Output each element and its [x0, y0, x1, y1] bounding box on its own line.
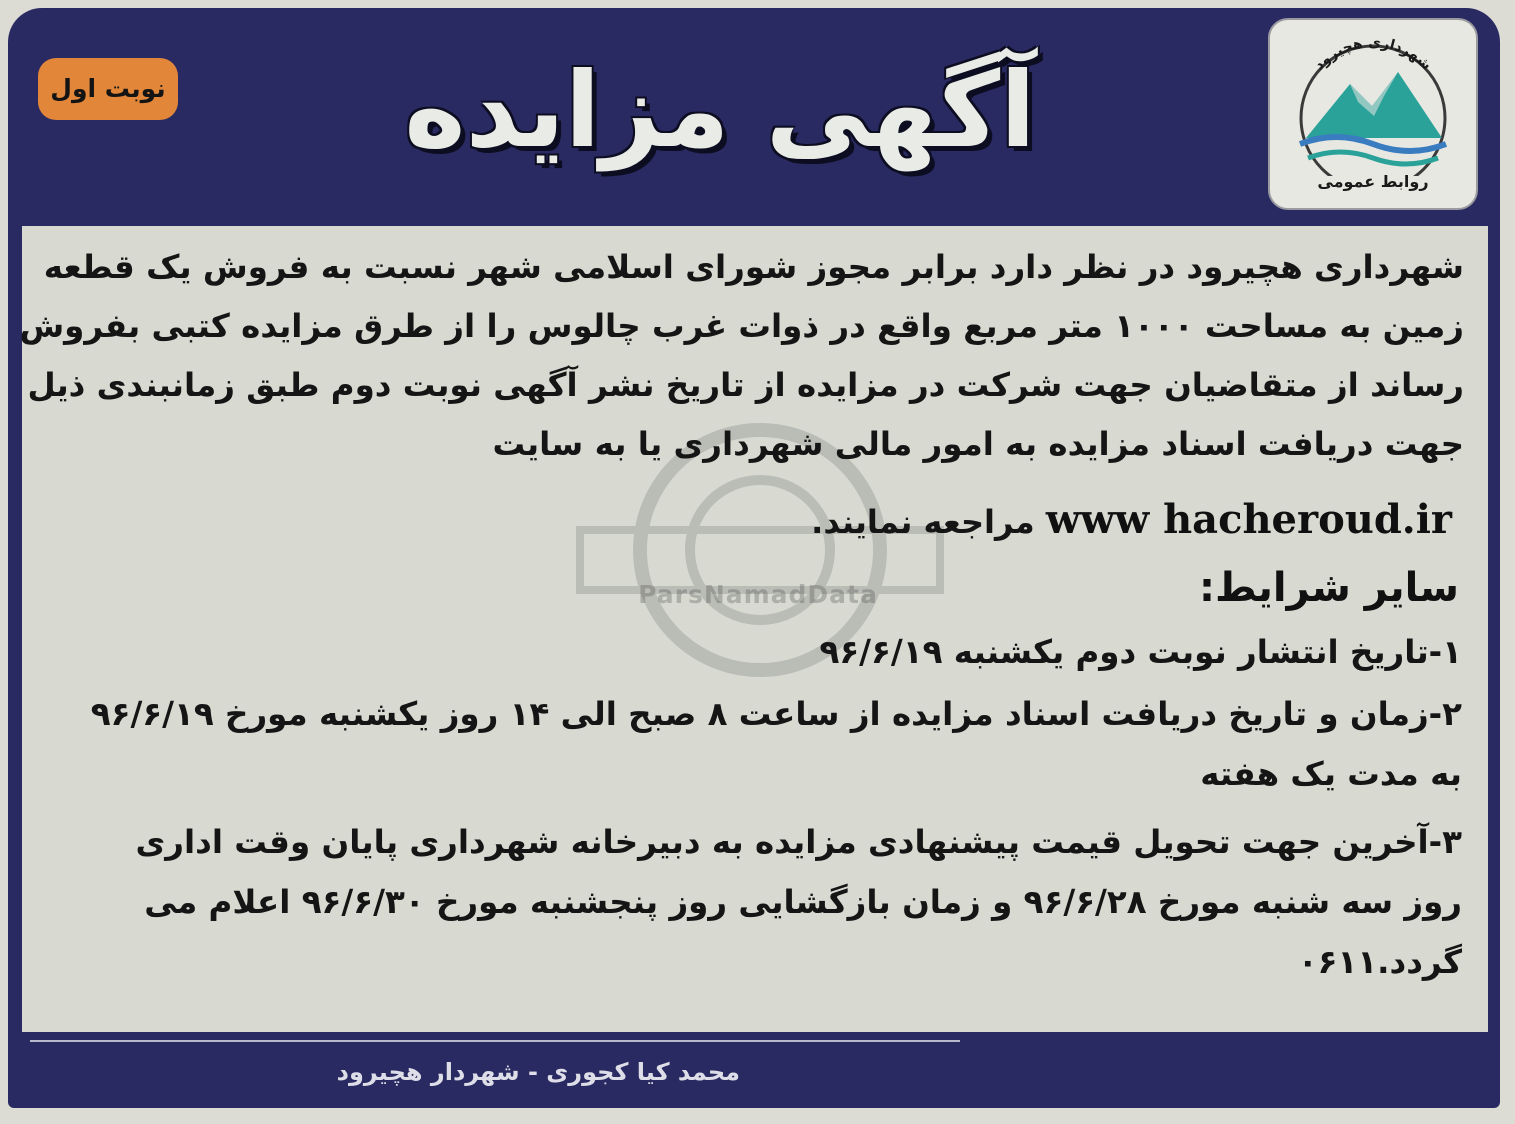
website-link[interactable]: www hacheroud.ir	[1045, 496, 1452, 543]
signature-text: محمد کیا کجوری - شهردار هچیرود	[336, 1058, 740, 1086]
condition-line: ۲-زمان و تاریخ دریافت اسناد مزایده از ساعت ۸ صبح الی ۱۴ روز یکشنبه مورخ ۹۶/۶/۱۹	[90, 695, 1462, 733]
condition-item-2	[48, 684, 1462, 804]
ad-body-text	[19, 238, 1464, 474]
logo-wave-2	[1308, 152, 1438, 164]
condition-line: گردد.۰۶۱۱	[1297, 943, 1462, 981]
logo-emblem-icon	[1280, 26, 1466, 176]
website-line	[60, 496, 1452, 556]
notice-round-badge: نوبت اول	[38, 58, 178, 120]
condition-line: به مدت یک هفته	[1200, 755, 1462, 793]
condition-line: ۳-آخرین جهت تحویل قیمت پیشنهادی مزایده به دبیرخانه شهرداری پایان وقت اداری	[135, 823, 1462, 861]
body-line: رساند از متقاضیان جهت شرکت در مزایده از تاریخ نشر آگهی نوبت دوم طبق زمانبندی ذیل	[27, 366, 1464, 404]
body-line: زمین به مساحت ۱۰۰۰ متر مربع واقع در ذوات غرب چالوس را از طرق مزایده کتبی بفروش	[19, 307, 1464, 345]
condition-line: روز سه شنبه مورخ ۹۶/۶/۲۸ و زمان بازگشایی روز پنجشنبه مورخ ۹۶/۶/۳۰ اعلام می	[144, 883, 1462, 921]
condition-item-3	[48, 812, 1462, 992]
watermark-text: ParsNamadData	[638, 580, 878, 609]
body-line: شهرداری هچیرود در نظر دارد برابر مجوز شورای اسلامی شهر نسبت به فروش یک قطعه	[43, 248, 1464, 286]
logo-wave-1	[1300, 137, 1446, 151]
logo-top-text: شهرداری هچیرود	[1311, 34, 1435, 74]
conditions-heading: سایر شرایط:	[1199, 565, 1459, 611]
ad-title: آگهی مزایده	[404, 49, 1036, 171]
website-suffix: مراجعه نمایند.	[811, 503, 1046, 541]
logo-bottom-text: روابط عمومی	[1317, 172, 1429, 191]
signature-bar	[30, 1040, 960, 1102]
municipality-logo	[1268, 18, 1478, 210]
condition-line: ۱-تاریخ انتشار نوبت دوم یکشنبه ۹۶/۶/۱۹	[819, 633, 1462, 671]
condition-item-1	[48, 622, 1462, 682]
body-line: جهت دریافت اسناد مزایده به امور مالی شهرداری یا به سایت	[492, 425, 1464, 463]
